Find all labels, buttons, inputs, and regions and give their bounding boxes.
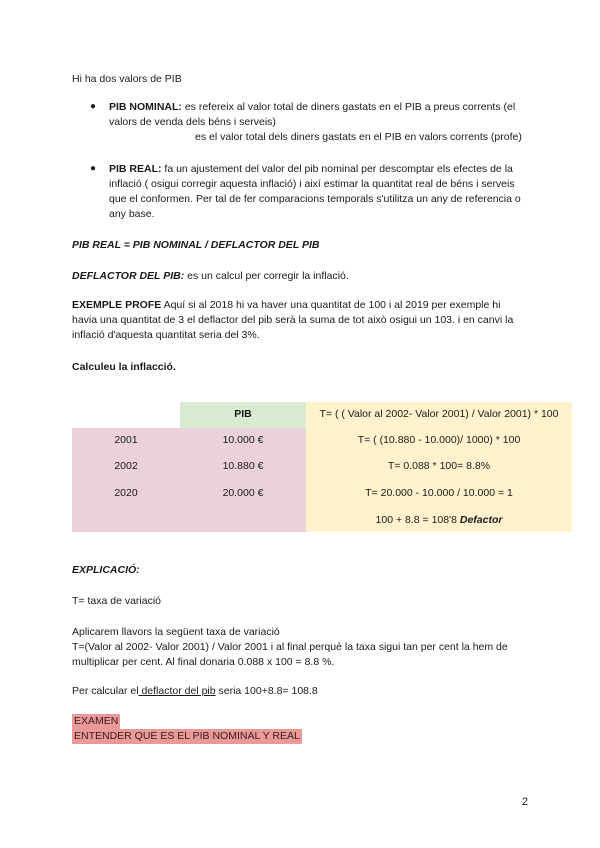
bullet-extra: es el valor total dels diners gastats en el PIB en valors corrents (profe) bbox=[195, 131, 522, 144]
bullet-text: fa un ajustement del valor del pib nominal per descomptar els efectes de la inflació ( osigui corregir aquesta inflació) i així estimar la quantitat real de béns i serveis que el conformen. Per tal de fer comparacions temporals s'utilitza un any de referencia o any base. bbox=[109, 162, 521, 221]
deflactor-definition bbox=[72, 269, 532, 284]
table-pib: 10.000 € bbox=[180, 428, 306, 454]
explicacio-line2: T=(Valor al 2002- Valor 2001) / Valor 2001 i al final perquè la taxa sigui tan per cent la hem de multiplicar per cent. Al final donaria 0.088 x 100 = 8.8 %. bbox=[72, 641, 508, 669]
exemple-text: Aquí si al 2018 hi va haver una quantitat de 100 i al 2019 per exemple hi havia una quantitat de 3 el deflactor del pib serà la suma de tot això osigui un 103. i en canvi la inflació d'aquesta quantitat seria del 3%. bbox=[72, 299, 514, 342]
explicacio-line1: Aplicarem llavors la següent taxa de variació bbox=[72, 626, 280, 638]
table-row bbox=[72, 480, 572, 532]
table-pib: 10.880 € bbox=[180, 454, 306, 480]
table-header-pib: PIB bbox=[180, 402, 306, 428]
bullet-icon: ● bbox=[90, 162, 97, 174]
bullet-term: PIB NOMINAL: bbox=[109, 101, 182, 113]
formula-heading: PIB REAL = PIB NOMINAL / DEFLACTOR DEL PIB bbox=[72, 239, 320, 251]
result-prefix: 100 + 8.8 = 108'8 bbox=[375, 514, 460, 527]
table-header-row bbox=[72, 402, 572, 428]
table-calc-line: T= 20.000 - 10.000 / 10.000 = 1 bbox=[365, 487, 513, 499]
page-number: 2 bbox=[521, 796, 528, 808]
bullet-text: es refereix al valor total de diners gastats en el PIB a preus corrents (el valors de venda dels béns i serveis) bbox=[109, 101, 516, 129]
table-calc: T= ( (10.880 - 10.000)/ 1000) * 100 bbox=[306, 428, 572, 454]
table-calc-result bbox=[306, 513, 572, 528]
bullet-icon: ● bbox=[90, 101, 97, 112]
table-row bbox=[72, 428, 572, 454]
list-item bbox=[72, 100, 532, 146]
calculeu-heading: Calculeu la inflacció. bbox=[72, 361, 176, 373]
list-item bbox=[72, 162, 532, 223]
table-year: 2001 bbox=[72, 428, 180, 454]
deflactor-term: DEFLACTOR DEL PIB: bbox=[72, 270, 185, 282]
deflactor-text: es un calcul per corregir la inflació. bbox=[184, 270, 349, 282]
deflactor-link: deflactor del pib bbox=[138, 685, 216, 697]
taxa-text: T= taxa de variació bbox=[72, 595, 162, 607]
examen-label: EXAMEN bbox=[72, 714, 120, 729]
bullet-term: PIB REAL: bbox=[109, 162, 162, 175]
table-calc bbox=[306, 454, 572, 480]
table-year: 2020 bbox=[72, 480, 180, 532]
calc-prefix: Per calcular el bbox=[72, 685, 139, 697]
intro-text: Hi ha dos valors de PIB bbox=[72, 73, 182, 85]
table-pib: 20.000 € bbox=[180, 480, 306, 532]
examen-note: ENTENDER QUE ES EL PIB NOMINAL Y REAL bbox=[72, 729, 302, 744]
explicacio-heading: EXPLICACIÓ: bbox=[72, 564, 140, 576]
table-year: 2002 bbox=[72, 454, 180, 480]
table-calc bbox=[306, 480, 572, 532]
calc-suffix: seria 100+8.8= 108.8 bbox=[215, 685, 318, 697]
result-bold: Defactor bbox=[459, 514, 503, 527]
pib-definitions-list bbox=[72, 100, 532, 233]
table-calc-text: T= 0.088 * 100= 8.8% bbox=[387, 460, 491, 473]
inflation-table bbox=[72, 402, 572, 532]
table-header-formula: T= ( ( Valor al 2002- Valor 2001) / Valor 2001) * 100 bbox=[306, 402, 572, 428]
table-row bbox=[72, 454, 572, 480]
table-corner bbox=[72, 402, 180, 428]
exemple-paragraph bbox=[72, 298, 522, 344]
deflactor-calc bbox=[72, 684, 532, 699]
exemple-term: EXEMPLE PROFE bbox=[72, 299, 162, 311]
